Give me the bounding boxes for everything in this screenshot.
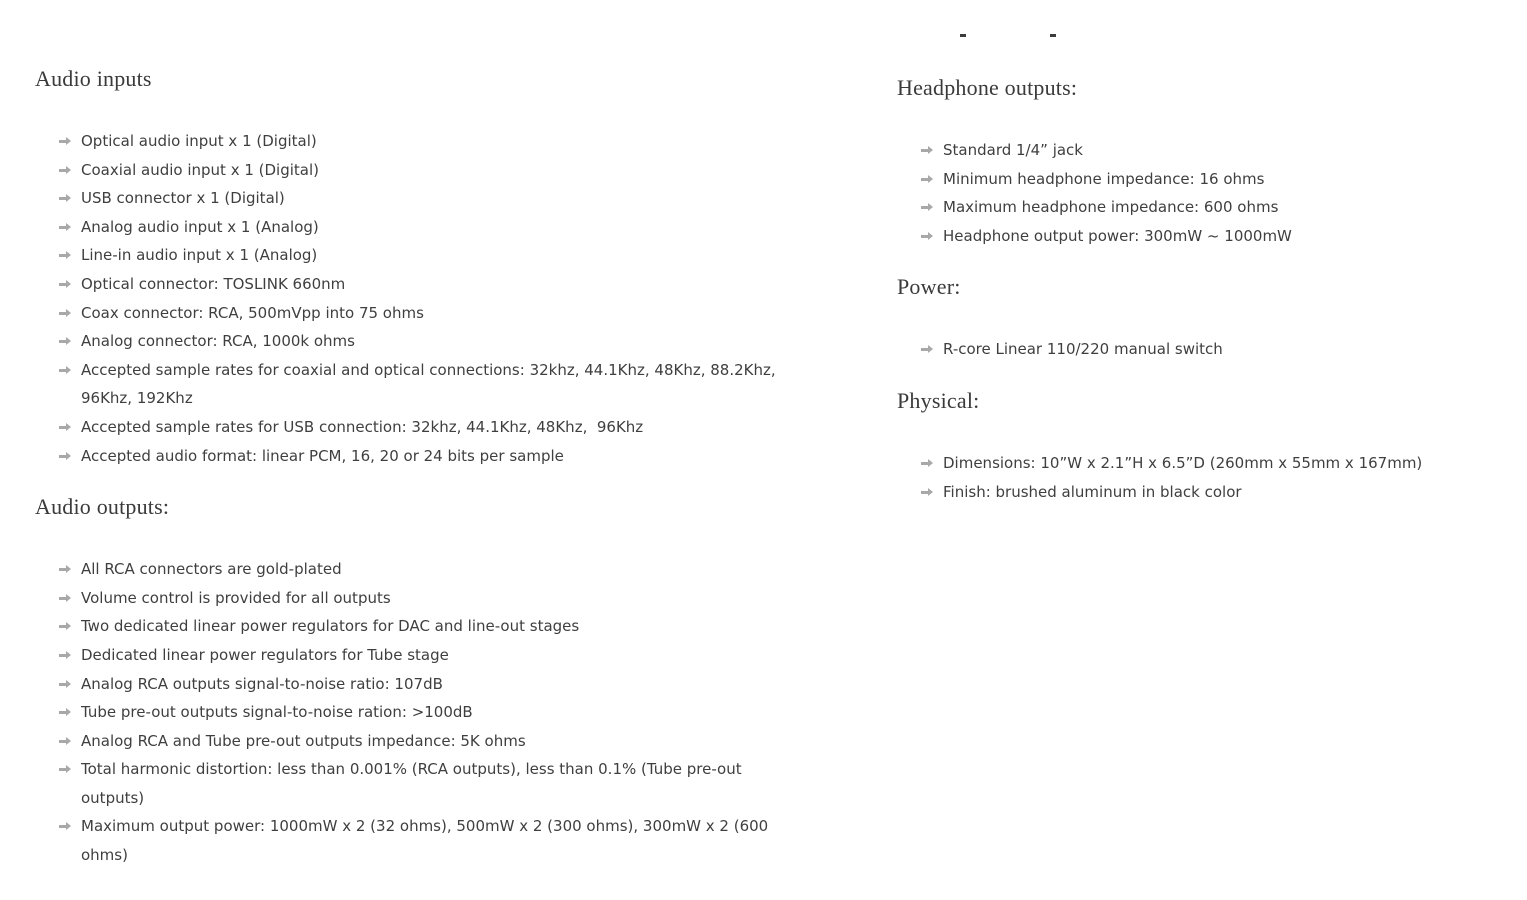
spec-item-text: Analog RCA outputs signal-to-noise ratio: 107dB: [81, 674, 443, 693]
spec-item-text: Coax connector: RCA, 500mVpp into 75 ohms: [81, 303, 424, 322]
arrow-bullet-icon: [59, 451, 72, 462]
spec-list: [35, 127, 823, 470]
arrow-bullet-icon: [921, 344, 934, 355]
spec-item-text: Minimum headphone impedance: 16 ohms: [943, 169, 1265, 188]
arrow-bullet-icon: [59, 679, 72, 690]
arrow-bullet-icon: [59, 707, 72, 718]
spec-item: [921, 136, 1502, 165]
arrow-bullet-icon: [921, 231, 934, 242]
spec-item: [59, 156, 784, 185]
arrow-bullet-icon: [921, 202, 934, 213]
arrow-bullet-icon: [59, 308, 72, 319]
clipped-text-remnant: [960, 34, 966, 37]
section-heading: Audio outputs:: [35, 494, 170, 520]
spec-item-text: Dedicated linear power regulators for Tube stage: [81, 645, 449, 664]
spec-item-text: USB connector x 1 (Digital): [81, 189, 285, 208]
clipped-text-remnant: [1050, 34, 1056, 37]
spec-item-text: Maximum headphone impedance: 600 ohms: [943, 198, 1279, 217]
spec-item-text: Analog RCA and Tube pre-out outputs impedance: 5K ohms: [81, 731, 526, 750]
spec-item: [59, 241, 784, 270]
spec-item: [59, 127, 784, 156]
spec-item-text: Coaxial audio input x 1 (Digital): [81, 160, 320, 179]
spec-item: [921, 335, 1502, 364]
spec-item: [59, 299, 784, 328]
spec-item-text: Standard 1/4” jack: [943, 141, 1083, 159]
arrow-bullet-icon: [59, 821, 72, 832]
spec-item-text: Volume control is provided for all outputs: [81, 588, 391, 607]
left-column: [35, 66, 823, 894]
arrow-bullet-icon: [59, 193, 72, 204]
arrow-bullet-icon: [921, 145, 934, 156]
spec-item-text: Dimensions: 10”W x 2.1”H x 6.5”D (260mm x 55mm x 167mm): [943, 453, 1423, 472]
arrow-bullet-icon: [59, 650, 72, 661]
arrow-bullet-icon: [59, 621, 72, 632]
arrow-bullet-icon: [59, 564, 72, 575]
arrow-bullet-icon: [59, 736, 72, 747]
section-heading: Headphone outputs:: [897, 75, 1078, 100]
arrow-bullet-icon: [59, 136, 72, 147]
spec-item: [59, 327, 784, 356]
spec-item: [59, 698, 784, 727]
right-column: [897, 75, 1502, 530]
arrow-bullet-icon: [59, 593, 72, 604]
spec-item: [59, 670, 784, 699]
spec-list: [897, 136, 1502, 250]
spec-item-text: Maximum output power: 1000mW x 2 (32 ohms), 500mW x 2 (300 ohms), 300mW x 2 (600 ohms): [81, 817, 773, 865]
arrow-bullet-icon: [59, 422, 72, 433]
spec-item: [59, 442, 784, 471]
spec-item-text: All RCA connectors are gold-plated: [81, 560, 342, 579]
section-heading: Audio inputs: [35, 66, 152, 91]
spec-item: [59, 413, 784, 442]
spec-item: [59, 727, 784, 756]
spec-item-text: Analog audio input x 1 (Analog): [81, 217, 319, 236]
section-heading: Power:: [897, 274, 961, 300]
arrow-bullet-icon: [59, 222, 72, 233]
spec-item: [921, 222, 1502, 251]
spec-list: [897, 449, 1502, 506]
spec-item: [921, 193, 1502, 222]
spec-item: [59, 812, 784, 869]
spec-item-text: Accepted sample rates for USB connection: 32khz, 44.1Khz, 48Khz, 96Khz: [81, 417, 644, 436]
spec-item-text: Accepted audio format: linear PCM, 16, 20 or 24 bits per sample: [81, 446, 564, 465]
spec-item-text: Optical connector: TOSLINK 660nm: [81, 274, 346, 293]
arrow-bullet-icon: [59, 165, 72, 176]
arrow-bullet-icon: [921, 174, 934, 185]
spec-item-text: Tube pre-out outputs signal-to-noise ration: >100dB: [81, 703, 473, 722]
arrow-bullet-icon: [59, 250, 72, 261]
spec-item: [921, 478, 1502, 507]
spec-item: [59, 584, 784, 613]
spec-item-text: Two dedicated linear power regulators for DAC and line-out stages: [81, 617, 580, 636]
spec-item: [59, 270, 784, 299]
spec-item: [921, 165, 1502, 194]
spec-item-text: Finish: brushed aluminum in black color: [943, 482, 1242, 501]
spec-item: [59, 755, 784, 812]
spec-item: [59, 612, 784, 641]
spec-list: [35, 555, 823, 870]
spec-item-text: R-core Linear 110/220 manual switch: [943, 340, 1223, 359]
spec-item: [921, 449, 1502, 478]
arrow-bullet-icon: [59, 365, 72, 376]
spec-item: [59, 184, 784, 213]
arrow-bullet-icon: [921, 487, 934, 498]
spec-item: [59, 555, 784, 584]
spec-item-text: Line-in audio input x 1 (Analog): [81, 246, 318, 265]
spec-item-text: Optical audio input x 1 (Digital): [81, 132, 317, 150]
spec-item-text: Total harmonic distortion: less than 0.001% (RCA outputs), less than 0.1% (Tube pre-out outputs): [81, 760, 747, 807]
spec-item-text: Headphone output power: 300mW ~ 1000mW: [943, 226, 1292, 245]
spec-item: [59, 356, 784, 413]
arrow-bullet-icon: [921, 458, 934, 469]
arrow-bullet-icon: [59, 764, 72, 775]
spec-item-text: Accepted sample rates for coaxial and optical connections: 32khz, 44.1Khz, 48Khz, 88.2Khz, 96Khz, 192Khz: [81, 360, 781, 408]
spec-item: [59, 641, 784, 670]
section-heading: Physical:: [897, 387, 980, 413]
arrow-bullet-icon: [59, 336, 72, 347]
arrow-bullet-icon: [59, 279, 72, 290]
spec-item-text: Analog connector: RCA, 1000k ohms: [81, 332, 355, 351]
spec-list: [897, 335, 1502, 364]
spec-item: [59, 213, 784, 242]
